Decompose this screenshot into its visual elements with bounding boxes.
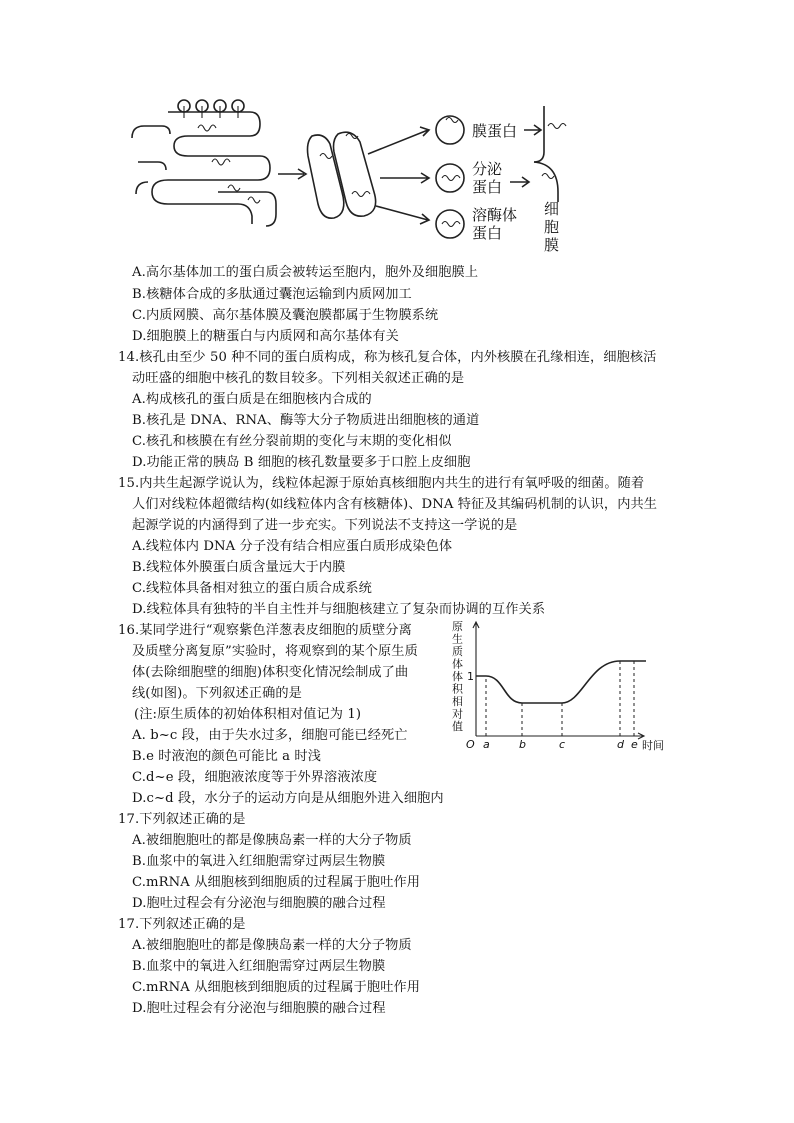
q17b-option-c: C.mRNA 从细胞核到细胞质的过程属于胞吐作用: [132, 980, 421, 995]
q17b-option-b: B.血浆中的氧进入红细胞需穿过两层生物膜: [132, 959, 386, 974]
q16-stem-4: 线(如图)。下列叙述正确的是: [132, 686, 302, 701]
y-axis-label-char: 质: [452, 645, 463, 658]
q15-stem-1: 15.内共生起源学说认为，线粒体起源于原始真核细胞内共生的进行有氧呼吸的细菌。随着: [118, 476, 645, 491]
label-secretory-2: 蛋白: [472, 178, 503, 196]
q17a-stem: 17.下列叙述正确的是: [118, 812, 246, 827]
q16-note: (注:原生质体的初始体积相对值记为 1): [134, 707, 362, 722]
q16-option-c: C.d~e 段，细胞液浓度等于外界溶液浓度: [132, 770, 378, 785]
q17b-option-a: A.被细胞胞吐的都是像胰岛素一样的大分子物质: [132, 938, 412, 953]
q14-option-c: C.核孔和核膜在有丝分裂前期的变化与末期的变化相似: [132, 434, 452, 449]
y-axis-label-char: 值: [452, 720, 463, 733]
q13-option-a: A.高尔基体加工的蛋白质会被转运至胞内，胞外及细胞膜上: [132, 265, 479, 280]
q13-option-c: C.内质网膜、高尔基体膜及囊泡膜都属于生物膜系统: [132, 308, 439, 323]
q13-option-b: B.核糖体合成的多肽通过囊泡运输到内质网加工: [132, 287, 412, 302]
q16-option-b: B.e 时液泡的颜色可能比 a 时浅: [132, 749, 321, 764]
q16-option-d: D.c~d 段，水分子的运动方向是从细胞外进入细胞内: [132, 791, 444, 806]
q15-option-a: A.线粒体内 DNA 分子没有结合相应蛋白质形成染色体: [132, 539, 453, 554]
q13-option-d: D.细胞膜上的糖蛋白与内质网和高尔基体有关: [132, 329, 399, 344]
y-tick-label: 1: [467, 670, 474, 683]
y-axis-label-char: 原: [452, 620, 463, 633]
q17a-option-d: D.胞吐过程会有分泌泡与细胞膜的融合过程: [132, 896, 386, 911]
q15-option-d: D.线粒体具有独特的半自主性并与细胞核建立了复杂而协调的互作关系: [132, 602, 546, 617]
x-tick-label-d: d: [617, 738, 624, 751]
q15-stem-2: 人们对线粒体超微结构(如线粒体内含有核糖体)、DNA 特征及其编码机制的认识，内共生: [132, 497, 658, 512]
protein-sorting-diagram: [128, 96, 568, 256]
x-axis-label: 时间: [642, 739, 664, 752]
label-membrane-protein: 膜蛋白: [472, 122, 518, 140]
q14-stem-2: 动旺盛的细胞中核孔的数目较多。下列相关叙述正确的是: [132, 371, 465, 386]
endoplasmic-reticulum-icon: [132, 100, 276, 226]
y-axis-label-char: 相: [452, 695, 463, 708]
q14-option-a: A.构成核孔的蛋白质是在细胞核内合成的: [132, 392, 372, 407]
label-cell-membrane-3: 膜: [544, 236, 560, 254]
label-secretory-1: 分泌: [472, 160, 503, 178]
y-axis-label-char: 积: [452, 682, 463, 696]
q16-stem-2: 及质壁分离复原”实验时，将观察到的某个原生质: [132, 644, 418, 659]
label-cell-membrane-2: 胞: [544, 218, 560, 236]
q15-option-c: C.线粒体具备相对独立的蛋白质合成系统: [132, 581, 372, 596]
q15-option-b: B.线粒体外膜蛋白质含量远大于内膜: [132, 560, 346, 575]
x-tick-label-a: a: [483, 738, 490, 751]
y-axis-label-char: 体: [452, 670, 463, 683]
q17b-option-d: D.胞吐过程会有分泌泡与细胞膜的融合过程: [132, 1001, 386, 1016]
q16-stem-1: 16.某同学进行“观察紫色洋葱表皮细胞的质壁分离: [118, 623, 412, 638]
q16-option-a: A. b~c 段，由于失水过多，细胞可能已经死亡: [132, 728, 408, 743]
q17a-option-c: C.mRNA 从细胞核到细胞质的过程属于胞吐作用: [132, 875, 421, 890]
x-tick-label-b: b: [519, 738, 526, 751]
q17a-option-b: B.血浆中的氧进入红细胞需穿过两层生物膜: [132, 854, 386, 869]
protoplast-volume-chart: [446, 616, 684, 756]
origin-label: O: [466, 738, 475, 751]
q16-stem-3: 体(去除细胞壁的细胞)体积变化情况绘制成了曲: [132, 665, 409, 680]
y-axis-label-char: 体: [452, 657, 463, 671]
q14-option-b: B.核孔是 DNA、RNA、酶等大分子物质进出细胞核的通道: [132, 413, 480, 428]
y-axis-label-char: 对: [452, 707, 463, 721]
label-lysosome-2: 蛋白: [472, 224, 503, 242]
q14-option-d: D.功能正常的胰岛 B 细胞的核孔数量要多于口腔上皮细胞: [132, 455, 471, 470]
q17a-option-a: A.被细胞胞吐的都是像胰岛素一样的大分子物质: [132, 833, 412, 848]
q15-stem-3: 起源学说的内涵得到了进一步充实。下列说法不支持这一学说的是: [132, 518, 518, 533]
label-cell-membrane-1: 细: [544, 200, 560, 218]
label-lysosome-1: 溶酶体: [472, 206, 518, 224]
golgi-apparatus-icon: [308, 132, 376, 218]
x-tick-label-c: c: [559, 738, 566, 751]
x-tick-label-e: e: [631, 738, 638, 751]
y-axis-label-char: 生: [452, 632, 463, 646]
q17b-stem: 17.下列叙述正确的是: [118, 917, 246, 932]
q14-stem-1: 14.核孔由至少 50 种不同的蛋白质构成，称为核孔复合体，内外核膜在孔缘相连，细胞核活: [118, 350, 657, 365]
membrane-protein-vesicle-icon: [436, 116, 464, 144]
